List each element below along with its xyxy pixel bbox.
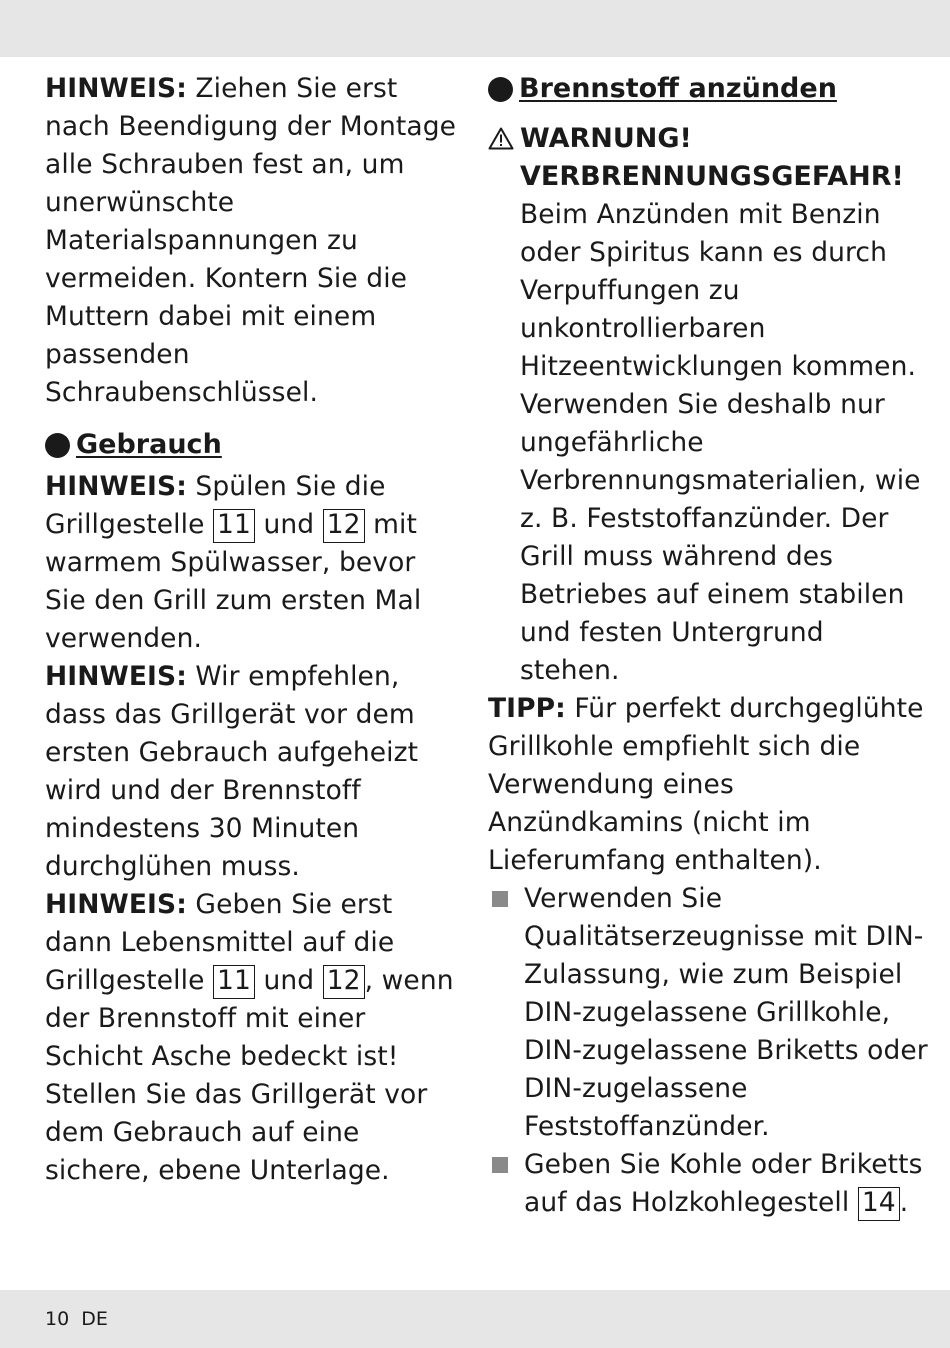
tip-paragraph xyxy=(488,690,928,880)
section-heading-text: Gebrauch xyxy=(76,429,222,460)
footer-band xyxy=(0,1290,950,1348)
warning-triangle-icon xyxy=(488,120,516,196)
part-ref-14: 14 xyxy=(858,1187,900,1221)
warning-text: Beim Anzünden mit Benzin oder Spiritus kann es durch Verpuffungen zu unkontrollierbaren Hitzeentwicklungen kommen. Verwenden Sie deshalb nur ungefährliche Verbrennungsmaterialien, wie z. B. Feststoffanzünder. Der Grill muss während des Betriebes auf einem stabilen und festen Untergrund stehen. xyxy=(520,199,921,686)
note-label: HINWEIS: xyxy=(45,889,187,920)
note-label: HINWEIS: xyxy=(45,661,187,692)
language-code: DE xyxy=(81,1308,108,1330)
page-number: 10 xyxy=(45,1308,70,1330)
note-rinse-grills xyxy=(45,468,460,658)
part-ref-12: 12 xyxy=(323,509,365,543)
warning-block xyxy=(488,120,928,690)
square-bullet-icon xyxy=(492,1157,508,1173)
note-text: Spülen Sie die Grillgestelle xyxy=(45,471,386,540)
note-tighten-screws xyxy=(45,70,460,412)
note-text: Wir empfehlen, dass das Grillgerät vor dem ersten Gebrauch aufgeheizt wird und der Brennstoff mindestens 30 Minuten durchglühen muss. xyxy=(45,661,419,882)
list-item-text-part: Geben Sie Kohle oder Briketts auf das Holzkohlegestell xyxy=(524,1149,923,1218)
square-bullet-icon xyxy=(492,891,508,907)
warning-title-line2: VERBRENNUNGSGEFAHR! xyxy=(520,161,904,192)
note-text: Ziehen Sie erst nach Beendigung der Montage alle Schrauben fest an, um unerwünschte Materialspannungen zu vermeiden. Kontern Sie die Muttern dabei mit einem passenden Schraubenschlüssel. xyxy=(45,73,457,408)
list-item xyxy=(488,880,928,1146)
note-text: und xyxy=(254,509,323,540)
part-ref-12: 12 xyxy=(323,965,365,999)
tip-text: Für perfekt durchgeglühte Grillkohle empfiehlt sich die Verwendung eines Anzündkamins (nicht im Lieferumfang enthalten). xyxy=(488,693,924,876)
list-item-text xyxy=(524,1146,928,1222)
note-label: HINWEIS: xyxy=(45,471,187,502)
warning-title xyxy=(488,120,928,196)
warning-title-line1: WARNUNG! xyxy=(520,123,692,154)
section-heading-gebrauch xyxy=(45,426,460,464)
right-column xyxy=(488,70,928,1222)
bullet-icon xyxy=(488,77,513,102)
note-text: mit warmem Spülwasser, bevor Sie den Grill zum ersten Mal verwenden. xyxy=(45,509,422,654)
tip-label: TIPP: xyxy=(488,693,566,724)
list-item xyxy=(488,1146,928,1222)
part-ref-11: 11 xyxy=(213,965,255,999)
footer xyxy=(45,1308,120,1330)
bullet-icon xyxy=(45,433,70,458)
part-ref-11: 11 xyxy=(213,509,255,543)
note-text: Geben Sie erst dann Lebensmittel auf die Grillgestelle xyxy=(45,889,395,996)
note-text: , wenn der Brennstoff mit einer Schicht Asche bedeckt ist! Stellen Sie das Grillgerät vor dem Gebrauch auf eine sichere, ebene Unterlage. xyxy=(45,965,454,1186)
note-food-placement xyxy=(45,886,460,1190)
note-label: HINWEIS: xyxy=(45,73,187,104)
section-heading-text: Brennstoff anzünden xyxy=(519,73,837,104)
section-heading-brennstoff xyxy=(488,70,928,108)
header-band xyxy=(0,0,950,57)
left-column xyxy=(45,70,460,1190)
note-preheat xyxy=(45,658,460,886)
note-text: und xyxy=(254,965,323,996)
list-item-text: Verwenden Sie Qualitätserzeugnisse mit DIN-Zulassung, wie zum Beispiel DIN-zugelassene Grillkohle, DIN-zugelassene Briketts oder DIN-zugelassene Feststoffanzünder. xyxy=(524,883,928,1142)
list-item-text-part: . xyxy=(899,1187,909,1218)
